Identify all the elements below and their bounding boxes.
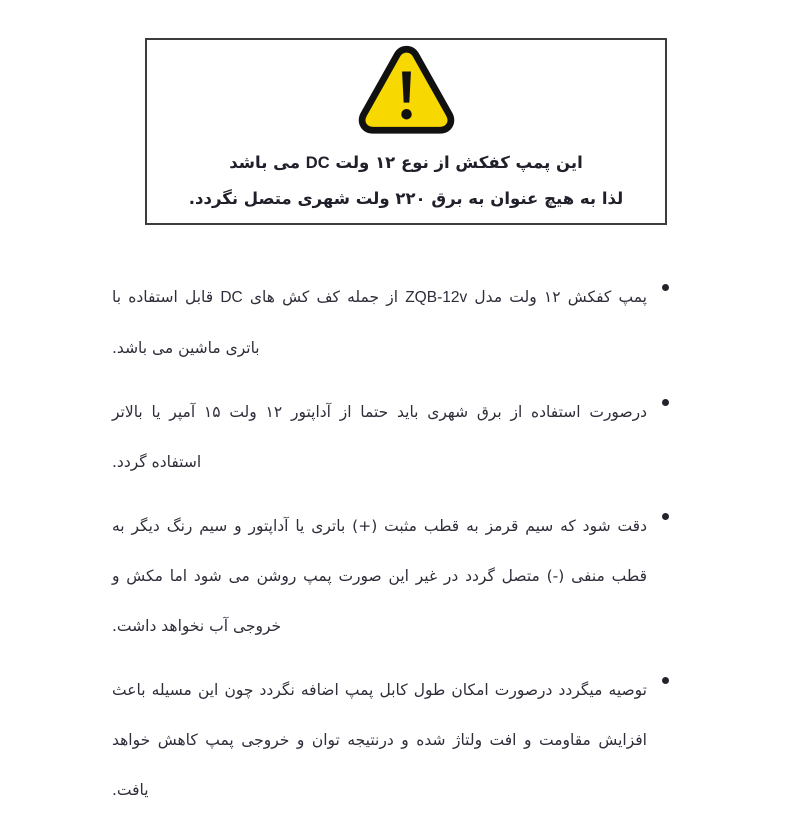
warning-line-1-suffix: می باشد xyxy=(229,153,306,172)
note-model-suffix: قابل استفاده با باتری ماشین می باشد. xyxy=(112,288,260,357)
note-polarity-text: دقت شود که سیم قرمز به قطب مثبت (+) باتری یا آداپتور و سیم رنگ دیگر به قطب منفی (-) متصل گردد در غیر این صورت پمپ روشن می شود اما مکش و خروجی آب نخواهد داشت. xyxy=(112,517,647,635)
bullet-marker-icon xyxy=(662,284,669,291)
notes-list xyxy=(112,272,669,829)
note-model-text xyxy=(112,272,647,373)
warning-box xyxy=(145,38,667,225)
warning-text-block xyxy=(157,145,655,217)
note-model-latin-1: ZQB-12v xyxy=(405,289,468,306)
list-item xyxy=(112,387,669,487)
note-adapter-text: درصورت استفاده از برق شهری باید حتما از آداپتور ۱۲ ولت ۱۵ آمپر یا بالاتر استفاده گردد. xyxy=(112,403,647,471)
note-model-prefix: پمپ کفکش ۱۲ ولت مدل xyxy=(467,288,647,306)
bullet-marker-icon xyxy=(662,677,669,684)
list-item xyxy=(112,501,669,651)
warning-line-1-latin: DC xyxy=(305,154,330,172)
bullet-marker-icon xyxy=(662,399,669,406)
warning-line-1-prefix: این پمپ کفکش از نوع ۱۲ ولت xyxy=(329,153,583,172)
note-cable-length-text: توصیه میگردد درصورت امکان طول کابل پمپ اضافه نگردد چون این مسیله باعث افزایش مقاومت و افت ولتاژ شده و درنتیجه توان و خروجی پمپ کاهش خواهد یافت. xyxy=(112,681,647,799)
warning-line-1 xyxy=(157,145,655,181)
note-model-latin-2: DC xyxy=(220,289,243,306)
list-item xyxy=(112,665,669,815)
note-model-middle: از جمله کف کش های xyxy=(242,288,406,306)
bullet-marker-icon xyxy=(662,513,669,520)
warning-line-2: لذا به هیچ عنوان به برق ۲۲۰ ولت شهری متصل نگردد. xyxy=(188,189,624,208)
list-item xyxy=(112,272,669,373)
warning-triangle-icon xyxy=(147,44,665,134)
